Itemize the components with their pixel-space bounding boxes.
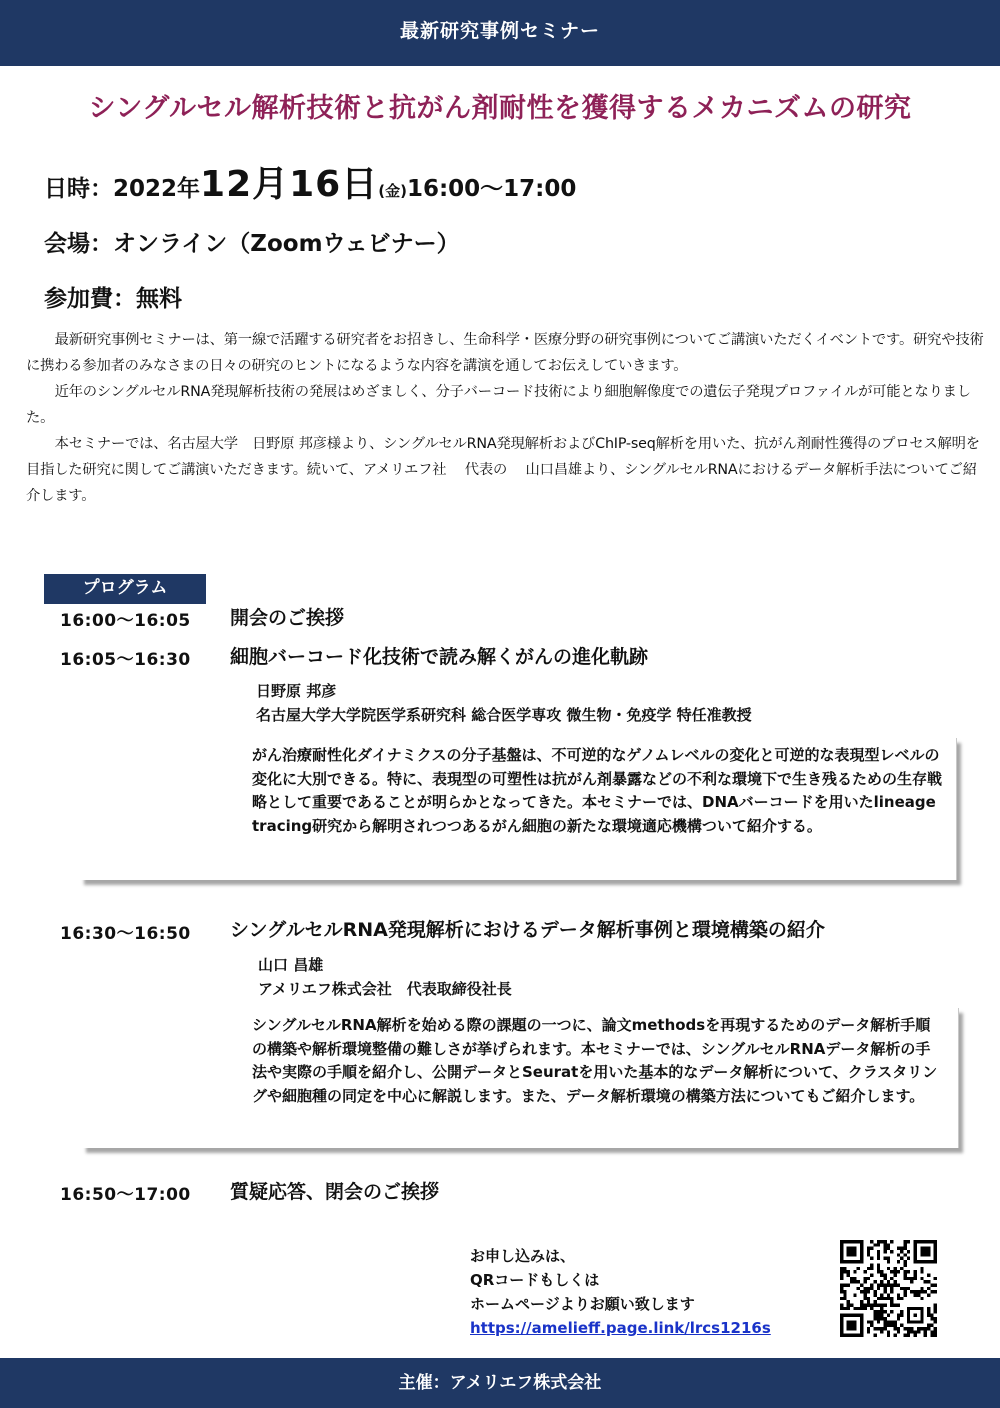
apply-info — [470, 1244, 771, 1340]
program-time: 16:50～17:00 — [60, 1185, 191, 1205]
program-divider — [44, 603, 206, 604]
speaker-affiliation: 名古屋大学大学院医学系研究科 総合医学専攻 微生物・免疫学 特任准教授 — [256, 706, 752, 724]
speaker-info — [256, 679, 752, 727]
footer-host: 主催：アメリエフ株式会社 — [0, 1358, 1000, 1408]
program-title: 細胞バーコード化技術で読み解くがんの進化軌跡 — [230, 646, 649, 668]
program-title: 質疑応答、閉会のご挨拶 — [230, 1181, 440, 1203]
abstract-box — [82, 1008, 959, 1148]
header-banner: 最新研究事例セミナー — [0, 0, 1000, 66]
apply-line: お申し込みは、 — [470, 1247, 576, 1265]
program-time: 16:05～16:30 — [60, 650, 191, 670]
apply-line: QRコードもしくは — [470, 1271, 600, 1289]
date-weekday: (金) — [378, 182, 407, 200]
date-label: 日時： — [44, 176, 113, 202]
date-monthday: 12月16日 — [200, 164, 379, 205]
speaker-affiliation: アメリエフ株式会社 代表取締役社長 — [258, 980, 512, 998]
program-time: 16:00～16:05 — [60, 611, 191, 631]
apply-line: ホームページよりお願い致します — [470, 1295, 695, 1313]
fee-line: 参加費：無料 — [44, 286, 182, 312]
speaker-name: 日野原 邦彦 — [256, 682, 337, 700]
intro-paragraph: 本セミナーでは、名古屋大学 日野原 邦彦様より、シングルセルRNA発現解析およびChIP-seq解析を用いた、抗がん剤耐性獲得のプロセス解明を目指した研究に関してご講演いただきます。続いて、アメリエフ社 代表の 山口昌雄より、シングルセルRNAにおけるデータ解析手法についてご紹介します。 — [26, 436, 980, 504]
registration-link[interactable]: https://amelieff.page.link/lrcs1216s — [470, 1319, 771, 1337]
program-title: 開会のご挨拶 — [230, 607, 345, 629]
intro-paragraph: 近年のシングルセルRNA発現解析技術の発展はめざましく、分子バーコード技術により細胞解像度での遺伝子発現プロファイルが可能となりました。 — [26, 384, 971, 426]
intro-text — [26, 327, 984, 509]
date-line — [44, 156, 576, 207]
abstract-text: シングルセルRNA解析を始める際の課題の一つに、論文methodsを再現するためのデータ解析手順の構築や解析環境整備の難しさが挙げられます。本セミナーでは、シングルセルRNAデータ解析の手法や実際の手順を紹介し、公開データとSeuratを用いた基本的なデータ解析について、クラスタリングや細胞種の同定を中心に解説します。また、データ解析環境の構築方法についてもご紹介します。 — [252, 1016, 938, 1105]
speaker-info — [258, 953, 512, 1001]
date-time: 16:00～17:00 — [406, 176, 577, 202]
date-year: 2022年 — [113, 176, 201, 202]
abstract-box — [80, 738, 957, 880]
abstract-text: がん治療耐性化ダイナミクスの分子基盤は、不可逆的なゲノムレベルの変化と可逆的な表現型レベルの変化に大別できる。特に、表現型の可塑性は抗がん剤暴露などの不利な環境下で生き残るための生存戦略として重要であることが明らかとなってきた。本セミナーでは、DNAバーコードを用いたlineage tracing研究から解明されつつあるがん細胞の新たな環境適応機構ついて紹介する。 — [252, 746, 951, 835]
program-label: プログラム — [44, 574, 206, 603]
intro-paragraph: 最新研究事例セミナーは、第一線で活躍する研究者をお招きし、生命科学・医療分野の研究事例についてご講演いただくイベントです。研究や技術に携わる参加者のみなさまの日々の研究のヒントになるような内容を講演を通してお伝えしていきます。 — [26, 332, 984, 374]
qr-code-icon[interactable] — [840, 1240, 937, 1337]
speaker-name: 山口 昌雄 — [258, 956, 324, 974]
venue-line: 会場：オンライン（Zoomウェビナー） — [44, 231, 460, 257]
seminar-title: シングルセル解析技術と抗がん剤耐性を獲得するメカニズムの研究 — [88, 93, 912, 124]
program-title: シングルセルRNA発現解析におけるデータ解析事例と環境構築の紹介 — [230, 919, 825, 941]
program-time: 16:30～16:50 — [60, 924, 191, 944]
